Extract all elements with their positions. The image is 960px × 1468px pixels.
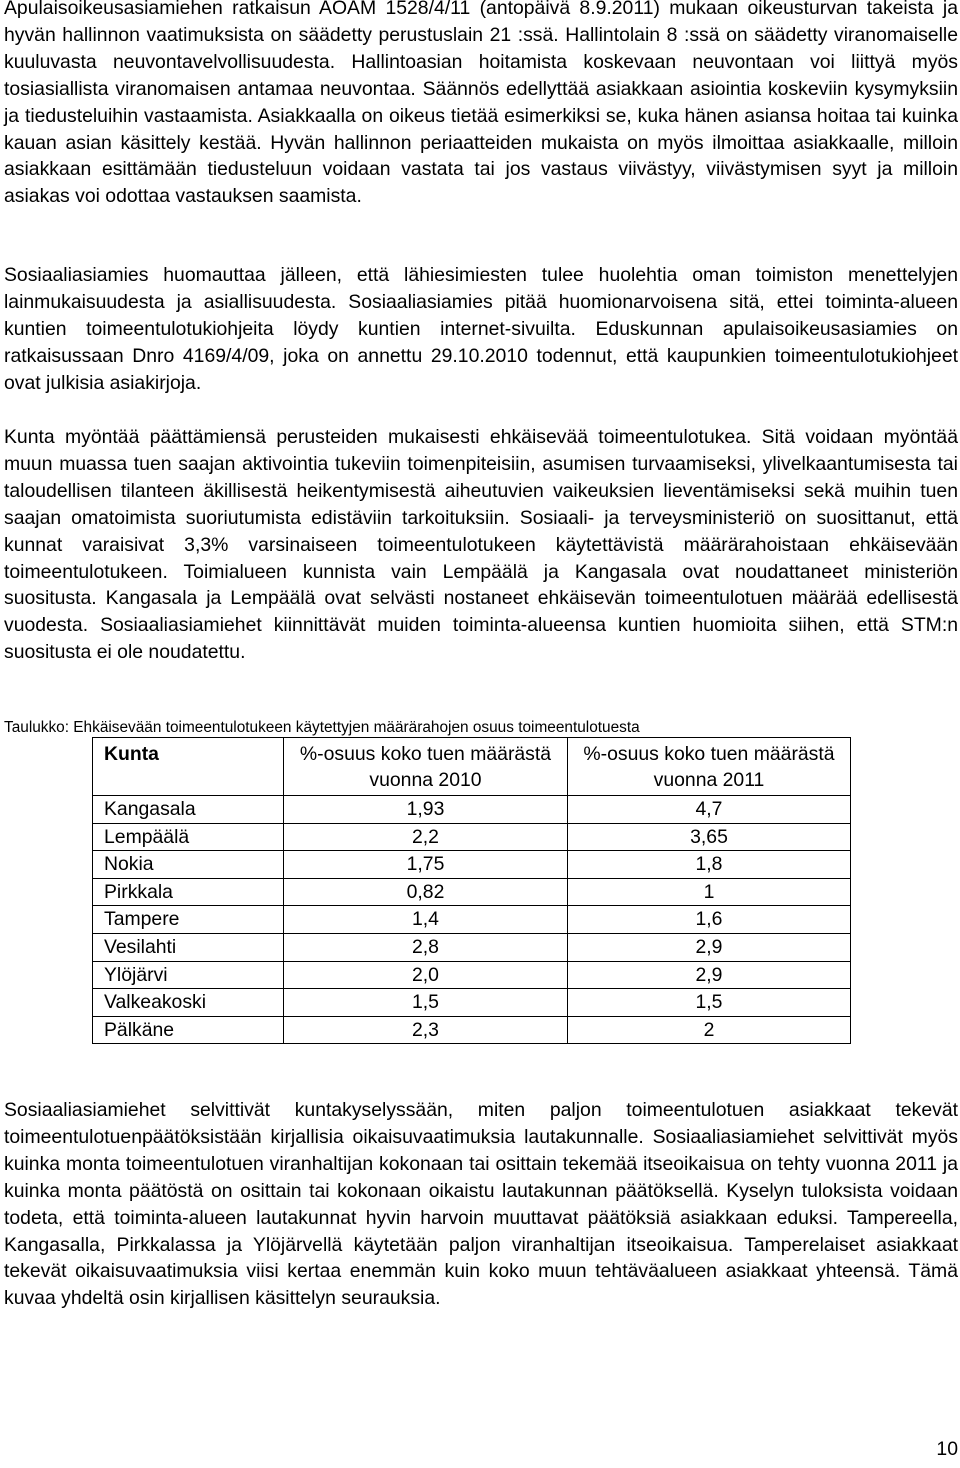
table-row: [93, 961, 851, 989]
cell-2010: 2,0: [284, 961, 568, 989]
header-2011: %-osuus koko tuen määrästä vuonna 2011: [568, 738, 851, 796]
cell-2011: 2,9: [568, 933, 851, 961]
cell-kunta: Valkeakoski: [93, 989, 284, 1017]
cell-kunta: Kangasala: [93, 796, 284, 824]
cell-2011: 4,7: [568, 796, 851, 824]
table-row: [93, 933, 851, 961]
table-row: [93, 989, 851, 1017]
cell-kunta: Vesilahti: [93, 933, 284, 961]
cell-2010: 2,3: [284, 1016, 568, 1044]
cell-kunta: Pirkkala: [93, 878, 284, 906]
cell-2010: 1,93: [284, 796, 568, 824]
paragraph-ehkaiseva-toimeentulotuki: Kunta myöntää päättämiensä perusteiden mukaisesti ehkäisevää toimeentulotukea. Sitä voidaan myöntää muun muassa tuen saajan aktivointia tukeviin toimenpiteisiin, asumisen turvaamiseksi, ylivelkaantumisesta tai taloudellisen tilanteen äkillisestä heikentymisestä aiheutuvien vaikeuksien lieventämiseksi sekä muihin tuen saajan omatoimista suoriutumista edistäviin tarkoituksiin. Sosiaali- ja terveysministeriö on suosittanut, että kunnat varaisivat 3,3% varsinaiseen toimeentulotukeen käytettävistä määrärahoistaan ehkäisevään toimeentulotukeen. Toimialueen kunnista vain Lempäälä ja Kangasala ovat noudattaneet ministeriön suositusta. Kangasala ja Lempäälä ovat selvästi nostaneet ehkäisevän toimeentulotuen määrää edellisestä vuodesta. Sosiaaliasiamiehet kiinnittävät muiden toiminta-alueensa kuntien huomioita siihen, että STM:n suositusta ei ole noudatettu.: [4, 426, 958, 664]
cell-2010: 2,2: [284, 823, 568, 851]
cell-kunta: Nokia: [93, 851, 284, 879]
cell-2011: 3,65: [568, 823, 851, 851]
cell-kunta: Lempäälä: [93, 823, 284, 851]
cell-kunta: Tampere: [93, 906, 284, 934]
table-header-row: [93, 738, 851, 796]
budget-share-table: [92, 737, 851, 1044]
cell-2011: 1,6: [568, 906, 851, 934]
table-row: [93, 823, 851, 851]
cell-2010: 1,4: [284, 906, 568, 934]
table-row: [93, 1016, 851, 1044]
cell-kunta: Ylöjärvi: [93, 961, 284, 989]
header-2010: %-osuus koko tuen määrästä vuonna 2010: [284, 738, 568, 796]
page-number: 10: [936, 1438, 958, 1460]
table-row: [93, 796, 851, 824]
table-row: [93, 906, 851, 934]
cell-2010: 1,75: [284, 851, 568, 879]
cell-2011: 2,9: [568, 961, 851, 989]
table-caption: Taulukko: Ehkäisevään toimeentulotukeen käytettyjen määrärahojen osuus toimeentulotuesta: [4, 719, 640, 736]
table-row: [93, 878, 851, 906]
cell-2010: 2,8: [284, 933, 568, 961]
paragraph-oikeusturva: Apulaisoikeusasiamiehen ratkaisun AOAM 1528/4/11 (antopäivä 8.9.2011) mukaan oikeusturvan takeista ja hyvän hallinnon vaatimuksista on säädetty perustuslain 21 :ssä. Hallintolain 8 :ssä on säädetty viranomaiselle kuuluvasta neuvontavelvollisuudesta. Hallintoasian hoitamista koskevaan neuvontaan voi liittyä myös tosiasiallista viranomaisen antamaa neuvontaa. Säännös edellyttää asiakkaan asiointia koskeviin kysymyksiin ja tiedusteluihin vastaamista. Asiakkaalla on oikeus tietää esimerkiksi se, kuka hänen asiansa hoitaa tai kuinka kauan asian käsittely kestää. Hyvän hallinnon periaatteiden mukaista on myös ilmoittaa asiakkaalle, milloin asiakkaan esittämään tiedusteluun voidaan vastata tai jos vastaus viivästyy, viivästymisen syyt ja milloin asiakas voi odottaa vastauksen saamista.: [4, 0, 958, 208]
cell-2011: 1,8: [568, 851, 851, 879]
cell-2010: 1,5: [284, 989, 568, 1017]
cell-kunta: Pälkäne: [93, 1016, 284, 1044]
cell-2011: 1: [568, 878, 851, 906]
cell-2011: 2: [568, 1016, 851, 1044]
cell-2010: 0,82: [284, 878, 568, 906]
paragraph-lahiesimiehet: Sosiaaliasiamies huomauttaa jälleen, että lähiesimiesten tulee huolehtia oman toimiston menettelyjen lainmukaisuudesta ja asiallisuudesta. Sosiaaliasiamies pitää huomionarvoisena sitä, ettei toiminta-alueen kuntien toimeentulotukiohjeita löydy kuntien internet-sivuilta. Eduskunnan apulaisoikeusasiamies on ratkaisussaan Dnro 4169/4/09, joka on annettu 29.10.2010 todennut, että kaupunkien toimeentulotukiohjeet ovat julkisia asiakirjoja.: [4, 264, 958, 394]
header-kunta: Kunta: [93, 738, 284, 796]
cell-2011: 1,5: [568, 989, 851, 1017]
table-row: [93, 851, 851, 879]
paragraph-oikaisuvaatimukset: Sosiaaliasiamiehet selvittivät kuntakyselyssään, miten paljon toimeentulotuen asiakkaat tekevät toimeentulotuenpäätöksistään kirjallisia oikaisuvaatimuksia lautakunnalle. Sosiaaliasiamiehet selvittivät myös kuinka monta toimeentulotuen viranhaltijan kokonaan tai osittain tekemää itseoikaisua on tehty vuonna 2011 ja kuinka monta päätöstä on osittain tai kokonaan oikaistu lautakunnan päätöksellä. Kyselyn tuloksista voidaan todeta, että toiminta-alueen lautakunnat hyvin harvoin muuttavat päätöksiä asiakkaan eduksi. Tampereella, Kangasalla, Pirkkalassa ja Ylöjärvellä käytetään paljon viranhaltijan itseoikaisua. Tamperelaiset asiakkaat tekevät oikaisuvaatimuksia viisi kertaa enemmän kuin koko muun tehtäväalueen asiakkaat yhteensä. Tämä kuvaa yhdeltä osin kirjallisen käsittelyn seurauksia.: [4, 1099, 958, 1310]
